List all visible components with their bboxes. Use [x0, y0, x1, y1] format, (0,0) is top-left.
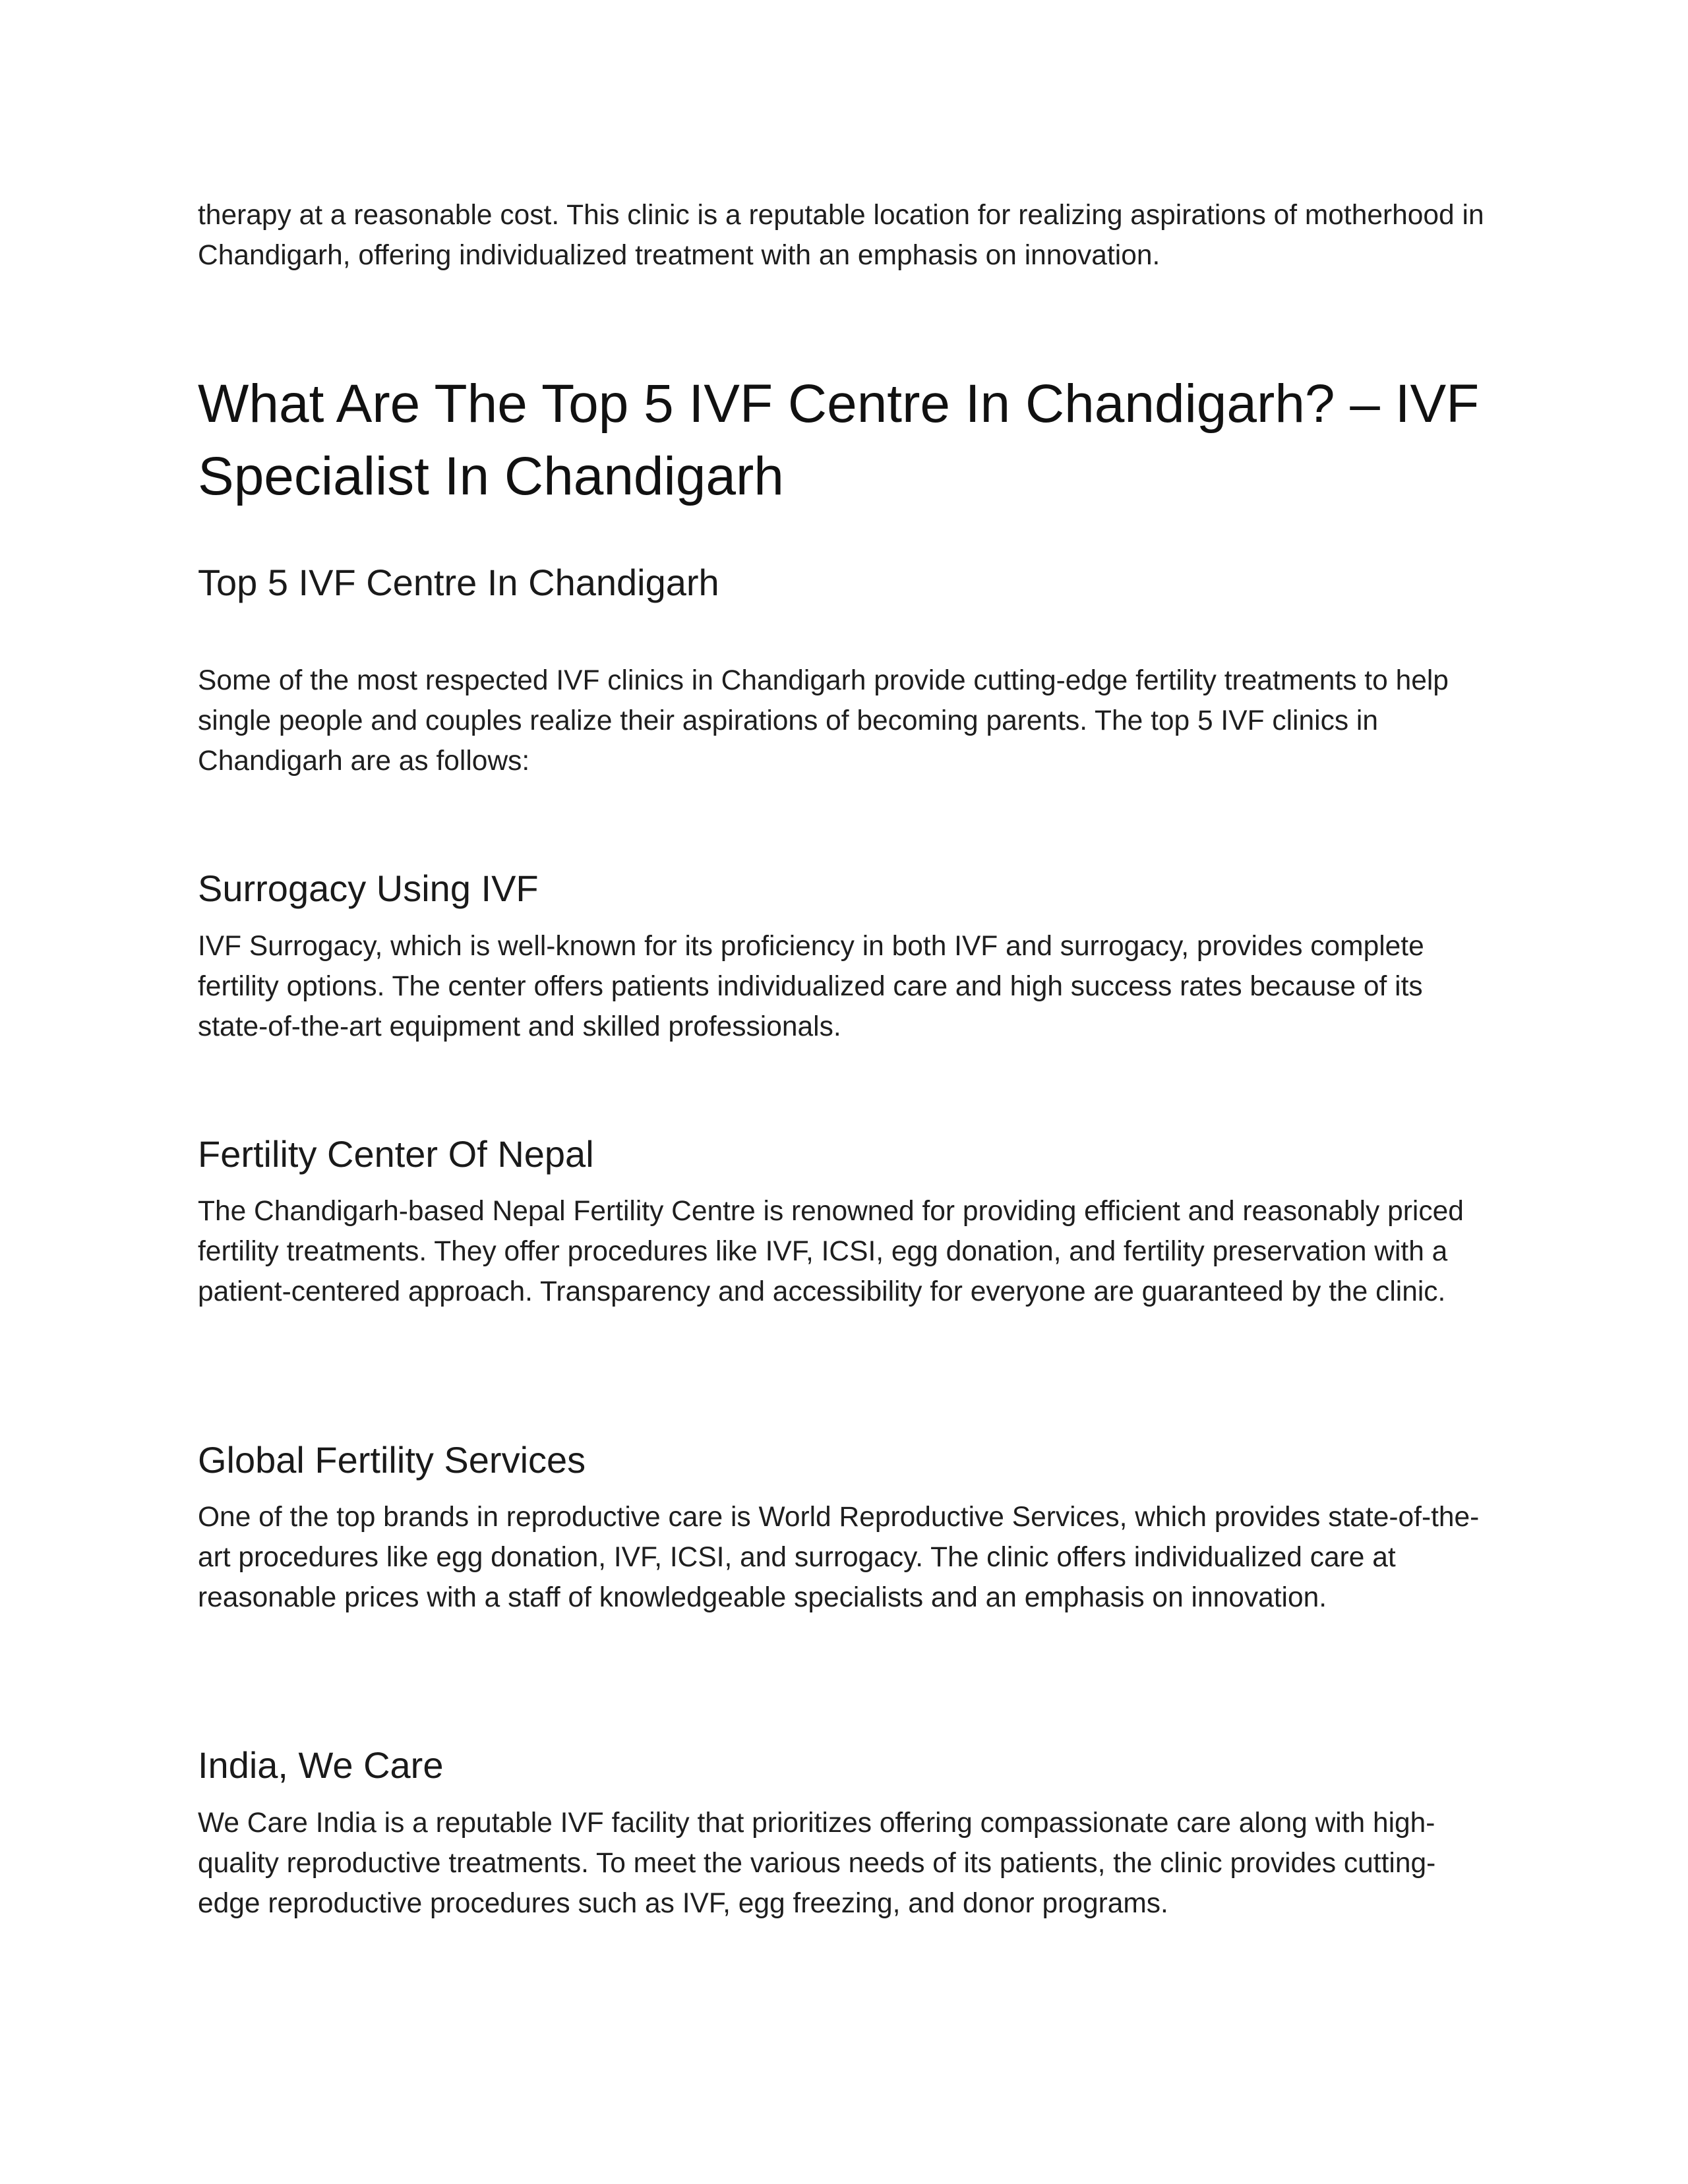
section-title-global: Global Fertility Services	[198, 1439, 586, 1481]
section-title-nepal: Fertility Center Of Nepal	[198, 1133, 594, 1175]
section-body-nepal: The Chandigarh-based Nepal Fertility Centre is renowned for providing efficient and reasonably priced fertility treatments. They offer procedures like IVF, ICSI, egg donation, and fertility preservation with a patient-centered approach. Transparency and accessibility for everyone are guaranteed by the clinic.	[198, 1196, 1464, 1307]
section-body-surrogacy: IVF Surrogacy, which is well-known for its proficiency in both IVF and surrogacy, provides complete fertility options. The center offers patients individualized care and high success rates because of its state-of-the-art equipment and skilled professionals.	[198, 931, 1424, 1042]
section-body-india-we-care: We Care India is a reputable IVF facility that prioritizes offering compassionate care along with high-quality reproductive treatments. To meet the various needs of its patients, the clinic provides cutting-edge reproductive procedures such as IVF, egg freezing, and donor programs.	[198, 1808, 1436, 1919]
main-heading: What Are The Top 5 IVF Centre In Chandigarh? – IVF Specialist In Chandigarh	[198, 374, 1480, 506]
overview-paragraph: Some of the most respected IVF clinics in Chandigarh provide cutting-edge fertility treatments to help single people and couples realize their aspirations of becoming parents. The top 5 IVF clinics in Chandigarh are as follows:	[198, 665, 1449, 777]
intro-paragraph: therapy at a reasonable cost. This clinic is a reputable location for realizing aspirations of motherhood in Chandigarh, offering individualized treatment with an emphasis on innovation.	[198, 200, 1484, 271]
subheading-top-5: Top 5 IVF Centre In Chandigarh	[198, 562, 719, 603]
section-body-global: One of the top brands in reproductive care is World Reproductive Services, which provides state-of-the-art procedures like egg donation, IVF, ICSI, and surrogacy. The clinic offers individualized care at reasonable prices with a staff of knowledgeable specialists and an emphasis on innovation.	[198, 1502, 1480, 1613]
section-title-india-we-care: India, We Care	[198, 1744, 444, 1786]
section-title-surrogacy: Surrogacy Using IVF	[198, 868, 539, 909]
